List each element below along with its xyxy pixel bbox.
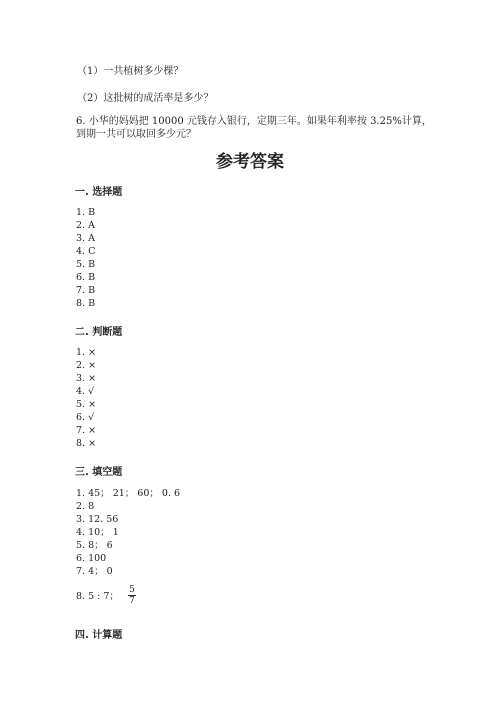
section-heading-calculation: 四. 计算题 bbox=[75, 630, 123, 641]
answer-item: 7. 4； 0 bbox=[76, 566, 113, 577]
answer-item: 3. A bbox=[76, 233, 95, 244]
fraction-denominator: 7 bbox=[129, 596, 135, 606]
question-6-line-2: 到期一共可以取回多少元？ bbox=[76, 129, 196, 140]
answer-item: 1. B bbox=[76, 207, 96, 218]
answer-item: 1. 45； 21； 60； 0. 6 bbox=[76, 488, 181, 499]
answer-item: 4. C bbox=[76, 246, 96, 257]
answer-item: 5. × bbox=[76, 399, 97, 410]
section-heading-fill-blank: 三. 填空题 bbox=[75, 467, 123, 478]
question-sub-2: （2）这批树的成活率是多少？ bbox=[77, 93, 214, 104]
answer-item: 6. √ bbox=[76, 412, 95, 423]
answer-item: 4. √ bbox=[76, 386, 95, 397]
answer-key-title: 参考答案 bbox=[216, 152, 284, 172]
answer-item: 4. 10； 1 bbox=[76, 527, 119, 538]
question-sub-1: （1）一共植树多少棵？ bbox=[77, 66, 184, 77]
answer-item: 2. 8 bbox=[76, 501, 95, 512]
answer-item: 8. B bbox=[76, 298, 96, 309]
answer-item: 5. 8； 6 bbox=[76, 540, 113, 551]
answer-item: 3. 12. 56 bbox=[76, 514, 119, 525]
answer-item: 2. A bbox=[76, 220, 95, 231]
answer-item: 7. × bbox=[76, 425, 97, 436]
answer-item: 2. × bbox=[76, 360, 97, 371]
answer-item: 8. × bbox=[76, 438, 97, 449]
answer-item: 5. B bbox=[76, 259, 96, 270]
fraction bbox=[128, 585, 136, 606]
question-6-line-1: 6. 小华的妈妈把 10000 元钱存入银行，定期三年。如果年利率按 3.25%计算， bbox=[76, 116, 432, 127]
answer-item: 6. B bbox=[76, 272, 96, 283]
fraction-numerator: 5 bbox=[129, 585, 135, 595]
answer-list-judgement bbox=[76, 346, 96, 450]
answer-item: 1. × bbox=[76, 347, 97, 358]
answer-item: 7. B bbox=[76, 285, 96, 296]
section-heading-judgement: 二. 判断题 bbox=[75, 327, 123, 338]
answer-list-choice bbox=[76, 206, 95, 310]
section-heading-choice: 一. 选择题 bbox=[75, 187, 123, 198]
answer-list-fill-blank bbox=[76, 487, 180, 578]
answer-item: 8. 5 : 7； bbox=[76, 591, 119, 602]
answer-item: 6. 100 bbox=[76, 553, 107, 564]
answer-item: 3. × bbox=[76, 373, 97, 384]
